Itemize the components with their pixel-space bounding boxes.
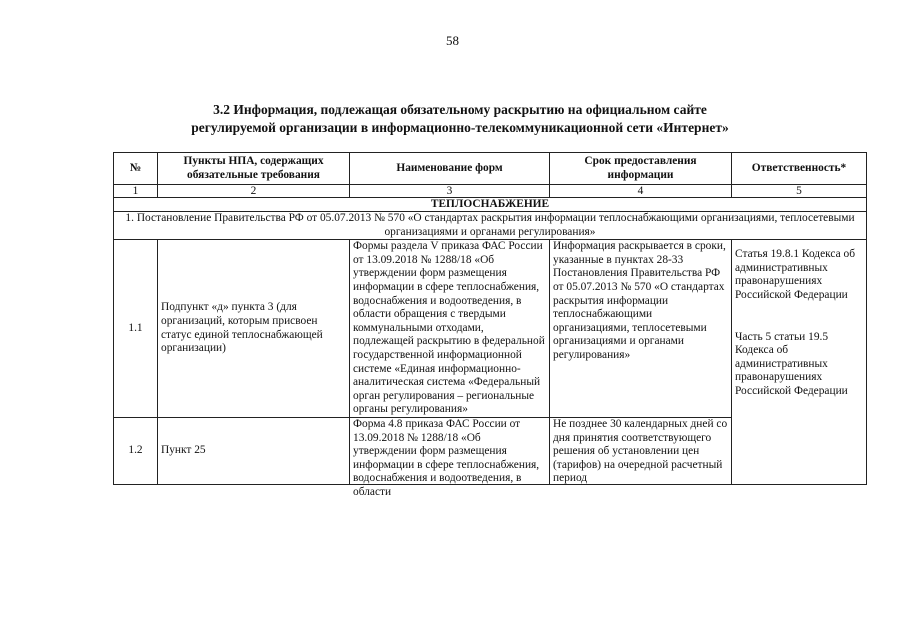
column-index: 1 (114, 185, 158, 198)
header-responsibility: Ответственность* (732, 153, 867, 185)
header-npa: Пункты НПА, содержащих обязательные требования (158, 153, 350, 185)
heading-line-2: регулируемой организации в информационно-телекоммуникационной сети «Интернет» (191, 120, 729, 135)
header-number: № (114, 153, 158, 185)
heading-line-1: 3.2 Информация, подлежащая обязательному раскрытию на официальном сайте (213, 102, 707, 117)
row-forms: Формы раздела V приказа ФАС России от 13.09.2018 № 1288/18 «Об утверждении форм размещения информации в сфере теплоснабжения, водоснабжения и водоотведения, в области обращения с твердыми коммунальными отходами, подлежащей раскрытию в федеральной государственной информационной системе «Единая информационно-аналитическая система «Федеральный орган регулирования – региональные органы регулирования» (350, 240, 550, 418)
row-term: Не позднее 30 календарных дней со дня принятия соответствующего решения об установлении цен (тарифов) на очередной расчетный период (553, 417, 728, 485)
header-term: Срок предоставления информации (550, 153, 732, 185)
row-term-cell (550, 417, 732, 484)
section-row (114, 198, 867, 212)
row-npa: Подпункт «д» пункта 3 (для организаций, которым присвоен статус единой теплоснабжающей организации) (158, 240, 350, 418)
responsibility-cell (732, 240, 867, 485)
law-title: 1. Постановление Правительства РФ от 05.07.2013 № 570 «О стандартах раскрытия информации теплоснабжающими организациями, теплосетевыми организациями и органами регулирования» (114, 212, 867, 240)
header-forms: Наименование форм (350, 153, 550, 185)
row-forms-cell (350, 417, 550, 498)
column-index: 2 (158, 185, 350, 198)
row-number: 1.2 (114, 417, 158, 484)
row-number: 1.1 (114, 240, 158, 418)
row-forms: Форма 4.8 приказа ФАС России от 13.09.2018 № 1288/18 «Об утверждении форм размещения информации в сфере теплоснабжения, водоснабжения и водоотведения, в области (353, 417, 540, 498)
responsibility-item: Часть 5 статьи 19.5 Кодекса об административных правонарушениях Российской Федерации (735, 330, 848, 397)
disclosure-table (113, 152, 867, 498)
column-index-row (114, 185, 867, 198)
table-row (114, 240, 867, 418)
column-index: 5 (732, 185, 867, 198)
column-index: 3 (350, 185, 550, 198)
section-heading (100, 101, 820, 137)
section-title: ТЕПЛОСНАБЖЕНИЕ (114, 198, 867, 212)
law-row (114, 212, 867, 240)
row-npa: Пункт 25 (158, 417, 350, 484)
page-number: 58 (446, 33, 459, 48)
header-row (114, 153, 867, 185)
responsibility-item: Статья 19.8.1 Кодекса об административных правонарушениях Российской Федерации (735, 248, 855, 301)
row-term: Информация раскрывается в сроки, указанные в пунктах 28-33 Постановления Правительства РФ от 05.07.2013 № 570 «О стандартах раскрытия информации теплоснабжающими организациями, теплосетевыми организациями и органами регулирования» (550, 240, 732, 418)
column-index: 4 (550, 185, 732, 198)
